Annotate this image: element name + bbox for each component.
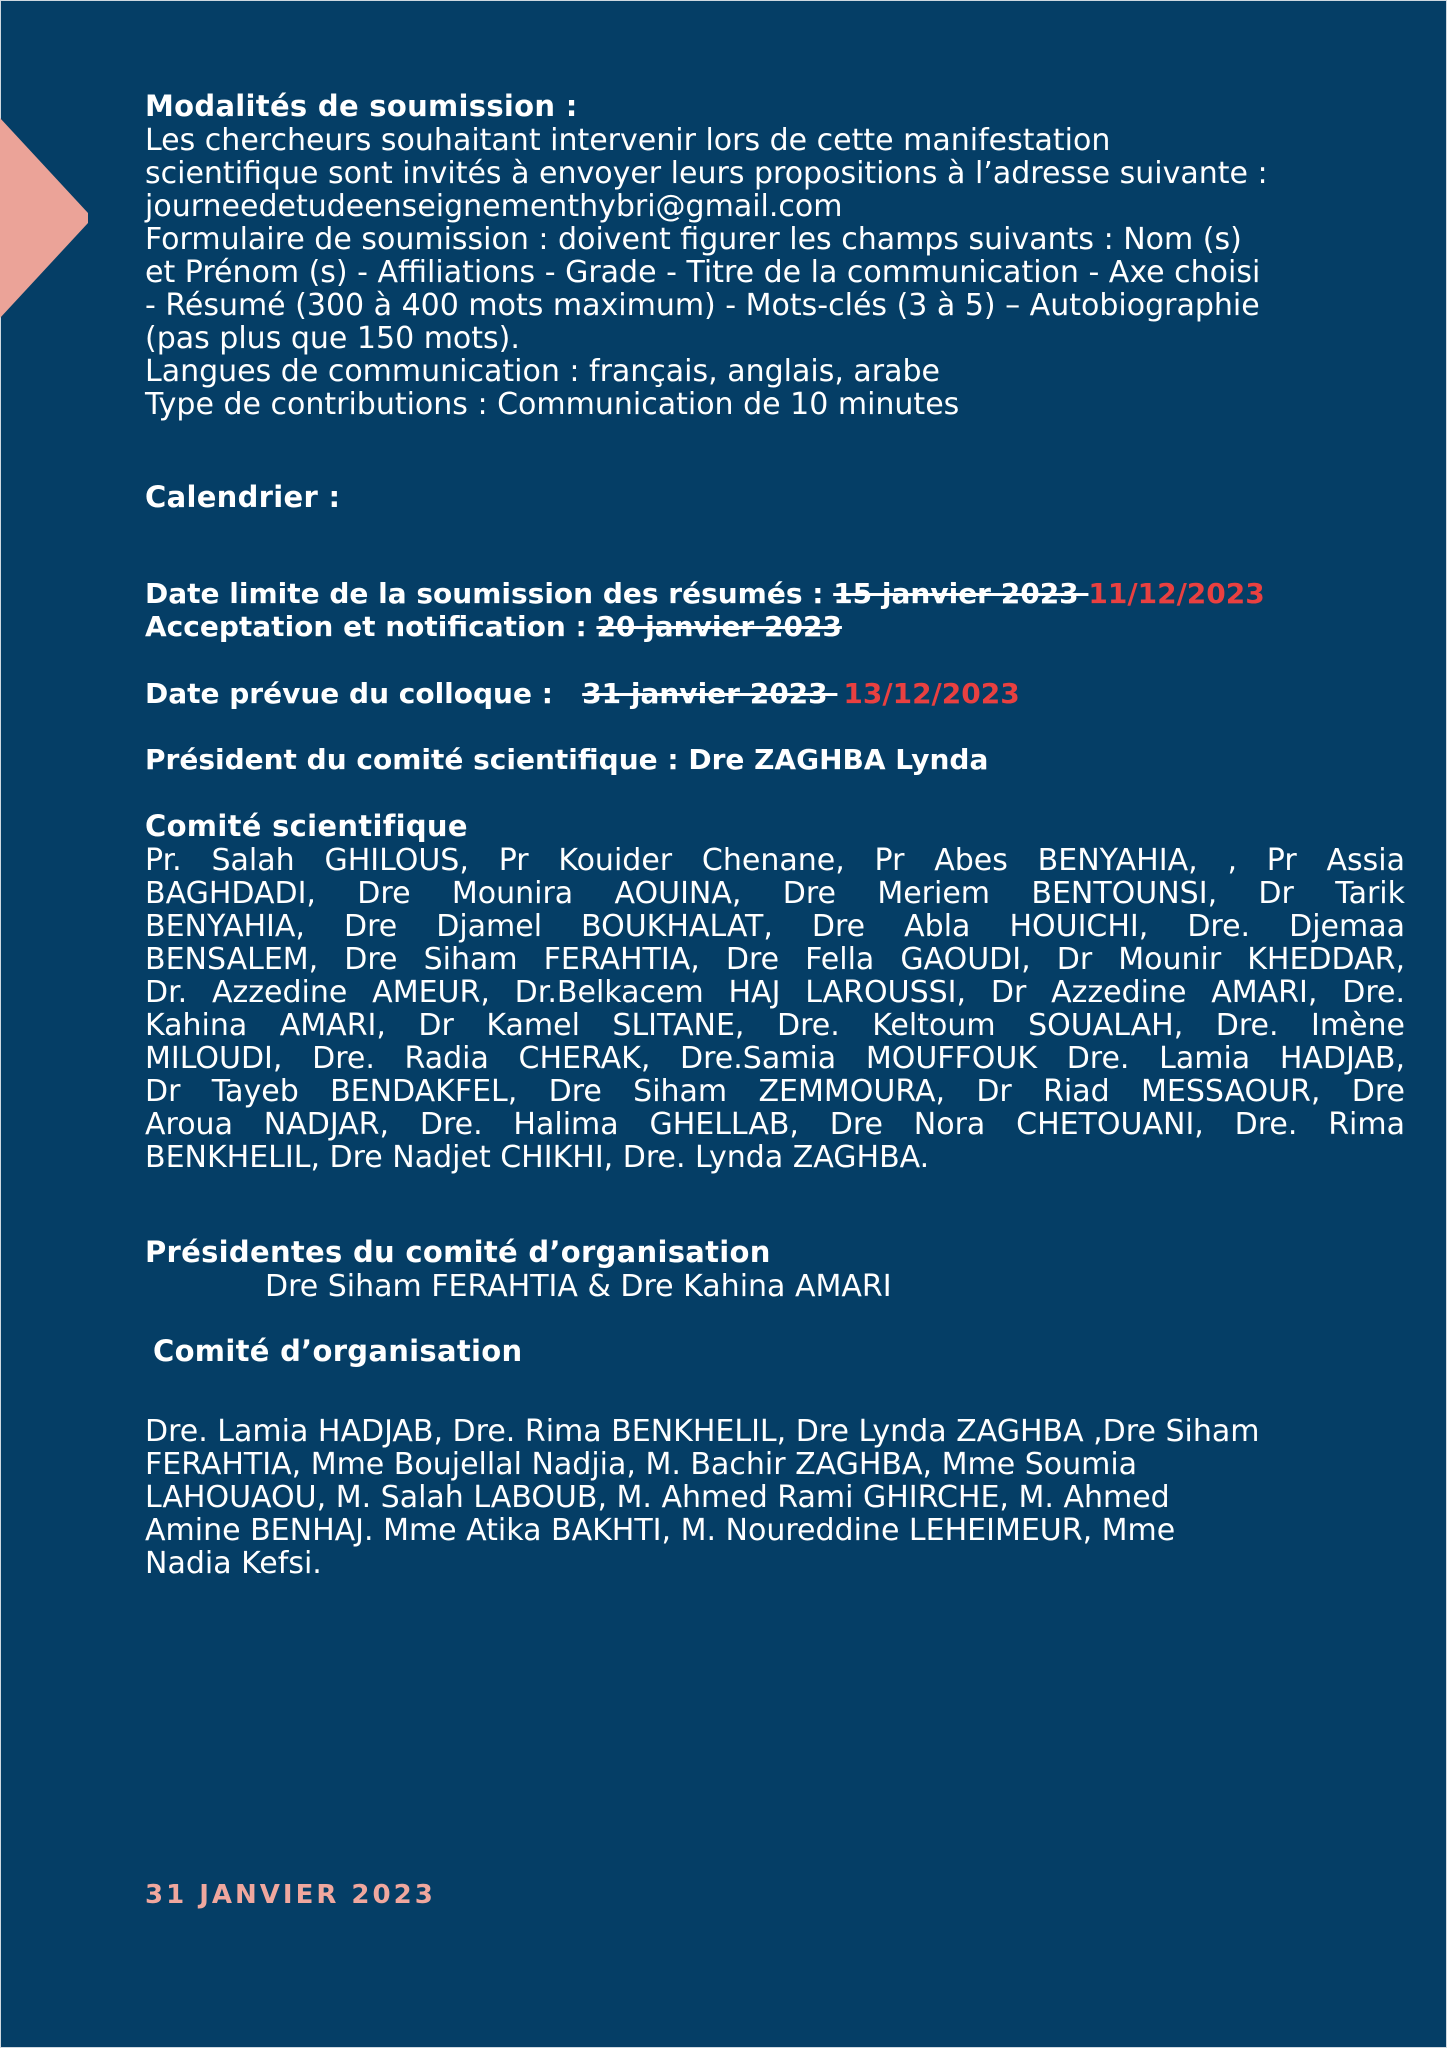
scientific-president-section xyxy=(145,743,1405,776)
scientific-president-name: : Dre ZAGHBA Lynda xyxy=(657,743,989,776)
organizing-presidents-names: Dre Siham FERAHTIA & Dre Kahina AMARI xyxy=(265,1269,892,1304)
submission-line: Formulaire de soumission : doivent figurer les champs suivants : Nom (s) xyxy=(145,222,1242,257)
scientific-committee-line: Aroua NADJAR, Dre. Halima GHELLAB, Dre Nora CHETOUANI, Dre. Rima xyxy=(145,1107,1405,1142)
scientific-committee-line: BAGHDADI, Dre Mounira AOUINA, Dre Meriem BENTOUNSI, Dr Tarik xyxy=(145,876,1405,911)
scientific-committee-line: Pr. Salah GHILOUS, Pr Kouider Chenane, Pr Abes BENYAHIA, , Pr Assia xyxy=(145,843,1405,878)
scientific-committee-line: BENSALEM, Dre Siham FERAHTIA, Dre Fella GAOUDI, Dr Mounir KHEDDAR, xyxy=(145,942,1405,977)
submission-contribution-type: Type de contributions : Communication de 10 minutes xyxy=(145,387,960,422)
submission-section xyxy=(145,88,1405,421)
organizing-presidents-heading: Présidentes du comité d’organisation xyxy=(145,1235,771,1269)
organizing-presidents-section xyxy=(145,1234,1405,1303)
scientific-committee-line: MILOUDI, Dre. Radia CHERAK, Dre.Samia MOUFFOUK Dre. Lamia HADJAB, xyxy=(145,1041,1405,1076)
organizing-committee-line: Dre. Lamia HADJAB, Dre. Rima BENKHELIL, Dre Lynda ZAGHBA ,Dre Siham xyxy=(145,1414,1260,1449)
organizing-committee-heading: Comité d’organisation xyxy=(153,1334,523,1368)
colloquium-date-label: Date prévue du colloque : xyxy=(145,677,583,710)
submission-line: et Prénom (s) - Affiliations - Grade - Titre de la communication - Axe choisi xyxy=(145,255,1261,290)
acceptance-notification xyxy=(145,610,1405,643)
acceptance-label: Acceptation et notification : xyxy=(145,610,597,643)
acceptance-old-date: 20 janvier 2023 xyxy=(596,610,842,643)
submission-line: Les chercheurs souhaitant intervenir lors de cette manifestation xyxy=(145,123,1111,158)
colloquium-old-date: 31 janvier 2023 xyxy=(582,677,838,710)
scientific-committee-line: BENYAHIA, Dre Djamel BOUKHALAT, Dre Abla HOUICHI, Dre. Djemaa xyxy=(145,909,1405,944)
organizing-committee-line: FERAHTIA, Mme Boujellal Nadjia, M. Bachir ZAGHBA, Mme Soumia xyxy=(145,1447,1138,1482)
scientific-committee-section xyxy=(145,808,1405,1174)
submission-line: - Résumé (300 à 400 mots maximum) - Mots-clés (3 à 5) – Autobiographie xyxy=(145,288,1260,323)
chevron-arrow-shape xyxy=(0,118,95,318)
scientific-committee-line: Dr. Azzedine AMEUR, Dr.Belkacem HAJ LAROUSSI, Dr Azzedine AMARI, Dre. xyxy=(145,975,1405,1010)
scientific-committee-line: Kahina AMARI, Dr Kamel SLITANE, Dre. Keltoum SOUALAH, Dre. Imène xyxy=(145,1008,1405,1043)
abstract-deadline xyxy=(145,577,1405,610)
submission-languages: Langues de communication : français, anglais, arabe xyxy=(145,354,941,389)
submission-email: journeedetudeenseignementhybri@gmail.com xyxy=(145,189,843,224)
organizing-committee-line: Nadia Kefsi. xyxy=(145,1546,322,1581)
organizing-committee-line: Amine BENHAJ. Mme Atika BAKHTI, M. Noureddine LEHEIMEUR, Mme xyxy=(145,1513,1176,1548)
document-content xyxy=(145,88,1405,1580)
calendar-section xyxy=(145,479,1405,710)
footer-date: 31 JANVIER 2023 xyxy=(145,1880,436,1910)
scientific-president-heading: Président du comité scientifique xyxy=(145,743,658,776)
scientific-committee-line: Dr Tayeb BENDAKFEL, Dre Siham ZEMMOURA, Dr Riad MESSAOUR, Dre xyxy=(145,1074,1405,1109)
scientific-committee-heading: Comité scientifique xyxy=(145,809,468,843)
scientific-president xyxy=(145,743,1405,776)
calendar-heading: Calendrier : xyxy=(145,480,341,514)
submission-line: scientifique sont invités à envoyer leurs propositions à l’adresse suivante : xyxy=(145,156,1268,191)
abstract-deadline-old-date: 15 janvier 2023 xyxy=(833,577,1089,610)
colloquium-date xyxy=(145,677,1405,710)
abstract-deadline-new-date: 11/12/2023 xyxy=(1088,577,1265,610)
organizing-committee-line: LAHOUAOU, M. Salah LABOUB, M. Ahmed Rami GHIRCHE, M. Ahmed xyxy=(145,1480,1170,1515)
submission-heading: Modalités de soumission : xyxy=(145,89,578,123)
organizing-committee-section xyxy=(145,1333,1405,1580)
scientific-committee-line: BENKHELIL, Dre Nadjet CHIKHI, Dre. Lynda ZAGHBA. xyxy=(145,1140,930,1175)
colloquium-new-date: 13/12/2023 xyxy=(843,677,1020,710)
submission-line: (pas plus que 150 mots). xyxy=(145,321,520,356)
abstract-deadline-label: Date limite de la soumission des résumés : xyxy=(145,577,834,610)
